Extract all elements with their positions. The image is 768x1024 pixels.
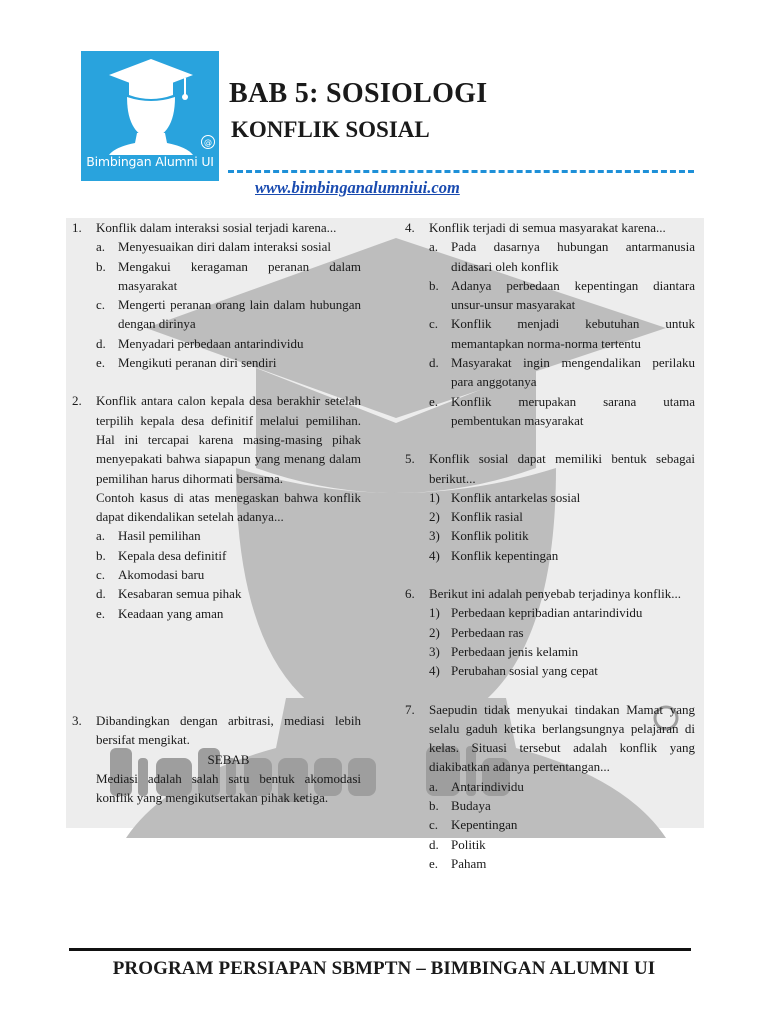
- answer-option: 4) Konflik kepentingan: [429, 547, 559, 563]
- question-number: 7.: [405, 701, 415, 717]
- answer-option: a. Pada dasarnya hubungan antarmanusia didasari oleh konflik: [429, 239, 695, 274]
- questions-right-column: [405, 218, 695, 873]
- registered-icon: @: [201, 135, 215, 149]
- question-number: 1.: [72, 220, 82, 235]
- question-number: 3.: [72, 712, 82, 728]
- answer-option: d. Menyadari perbedaan antarindividu: [96, 335, 304, 351]
- answer-option: e. Konflik merupakan sarana utama pembentukan masyarakat: [429, 393, 695, 428]
- answer-option: d. Masyarakat ingin mengendalikan perilaku para anggotanya: [429, 355, 695, 390]
- question-text: Dibandingkan dengan arbitrasi, mediasi lebih bersifat mengikat.: [96, 712, 361, 748]
- answer-option: c. Akomodasi baru: [96, 567, 205, 583]
- question-text-continued: Mediasi adalah salah satu bentuk akomodasi konflik yang mengikutsertakan pihak ketiga.: [96, 770, 361, 806]
- question-number: 5.: [405, 451, 415, 467]
- footer-text: PROGRAM PERSIAPAN SBMPTN – BIMBINGAN ALUMNI UI: [112, 958, 656, 979]
- answer-option: a. Hasil pemilihan: [96, 528, 201, 544]
- question-text: Berikut ini adalah penyebab terjadinya konflik...: [429, 586, 681, 602]
- question-3: [72, 711, 361, 807]
- question-text: Konflik antara calon kepala desa berakhir setelah terpilih kepala desa definitif melalui pemilihan. Hal ini tercapai karena masing-masing pihak menyepakati bahwa siapapun yang menang dalam pemilihan harus dihormati bersama.: [96, 393, 361, 486]
- answer-option: a. Menyesuaikan diri dalam interaksi sosial: [96, 239, 332, 255]
- footer-divider: [69, 948, 691, 951]
- answer-option: e. Mengikuti peranan diri sendiri: [96, 355, 277, 371]
- question-1: [72, 218, 361, 372]
- question-text: Saepudin tidak menyukai tindakan Mamat yang selalu gaduh ketika berlangsungnya pelajaran di kelas. Situasi tersebut adalah konflik yang diakibatkan adanya pertentangan...: [429, 701, 695, 775]
- logo-text: Bimbingan Alumni UI: [86, 154, 214, 169]
- brand-logo: [81, 51, 219, 181]
- answer-option: c. Konflik menjadi kebutuhan untuk memantapkan norma-norma tertentu: [429, 316, 695, 351]
- answer-option: b. Adanya perbedaan kepentingan diantara unsur-unsur masyarakat: [429, 277, 695, 313]
- question-number: 2.: [72, 393, 82, 409]
- header-divider: [228, 170, 694, 173]
- answer-option: e. Paham: [429, 855, 487, 871]
- answer-option: b. Kepala desa definitif: [96, 547, 227, 563]
- question-5: [405, 449, 695, 565]
- answer-option: 2) Perbedaan ras: [429, 624, 524, 640]
- answer-option: 1) Perbedaan kepribadian antarindividu: [429, 605, 643, 621]
- answer-option: b. Budaya: [429, 798, 491, 814]
- question-number: 4.: [405, 220, 415, 235]
- answer-option: 3) Konflik politik: [429, 528, 529, 544]
- connector-word: SEBAB: [207, 751, 250, 767]
- question-7: [405, 700, 695, 874]
- question-text: Konflik dalam interaksi sosial terjadi karena...: [96, 220, 337, 235]
- answer-option: e. Keadaan yang aman: [96, 605, 224, 621]
- answer-option: a. Antarindividu: [429, 778, 524, 794]
- answer-option: d. Politik: [429, 836, 486, 852]
- question-text: Konflik terjadi di semua masyarakat karena...: [429, 220, 666, 235]
- answer-option: 2) Konflik rasial: [429, 509, 523, 525]
- answer-option: c. Kepentingan: [429, 817, 518, 833]
- answer-option: 4) Perubahan sosial yang cepat: [429, 663, 598, 679]
- question-text: Konflik sosial dapat memiliki bentuk sebagai berikut...: [429, 451, 695, 486]
- question-6: [405, 584, 695, 680]
- question-number: 6.: [405, 586, 415, 602]
- answer-option: b. Mengakui keragaman peranan dalam masyarakat: [96, 258, 361, 293]
- question-text-continued: Contoh kasus di atas menegaskan bahwa konflik dapat dikendalikan setelah adanya...: [96, 489, 361, 525]
- answer-option: 3) Perbedaan jenis kelamin: [429, 643, 579, 659]
- answer-option: 1) Konflik antarkelas sosial: [429, 489, 581, 505]
- page-title: BAB 5: SOSIOLOGI: [229, 78, 488, 109]
- question-2: [72, 391, 361, 623]
- answer-option: d. Kesabaran semua pihak: [96, 586, 242, 602]
- page-subtitle: KONFLIK SOSIAL: [231, 117, 430, 142]
- questions-left-column: [72, 218, 361, 807]
- question-4: [405, 218, 695, 430]
- website-link[interactable]: www.bimbinganalumniui.com: [255, 178, 460, 197]
- answer-option: c. Mengerti peranan orang lain dalam hubungan dengan dirinya: [96, 297, 361, 332]
